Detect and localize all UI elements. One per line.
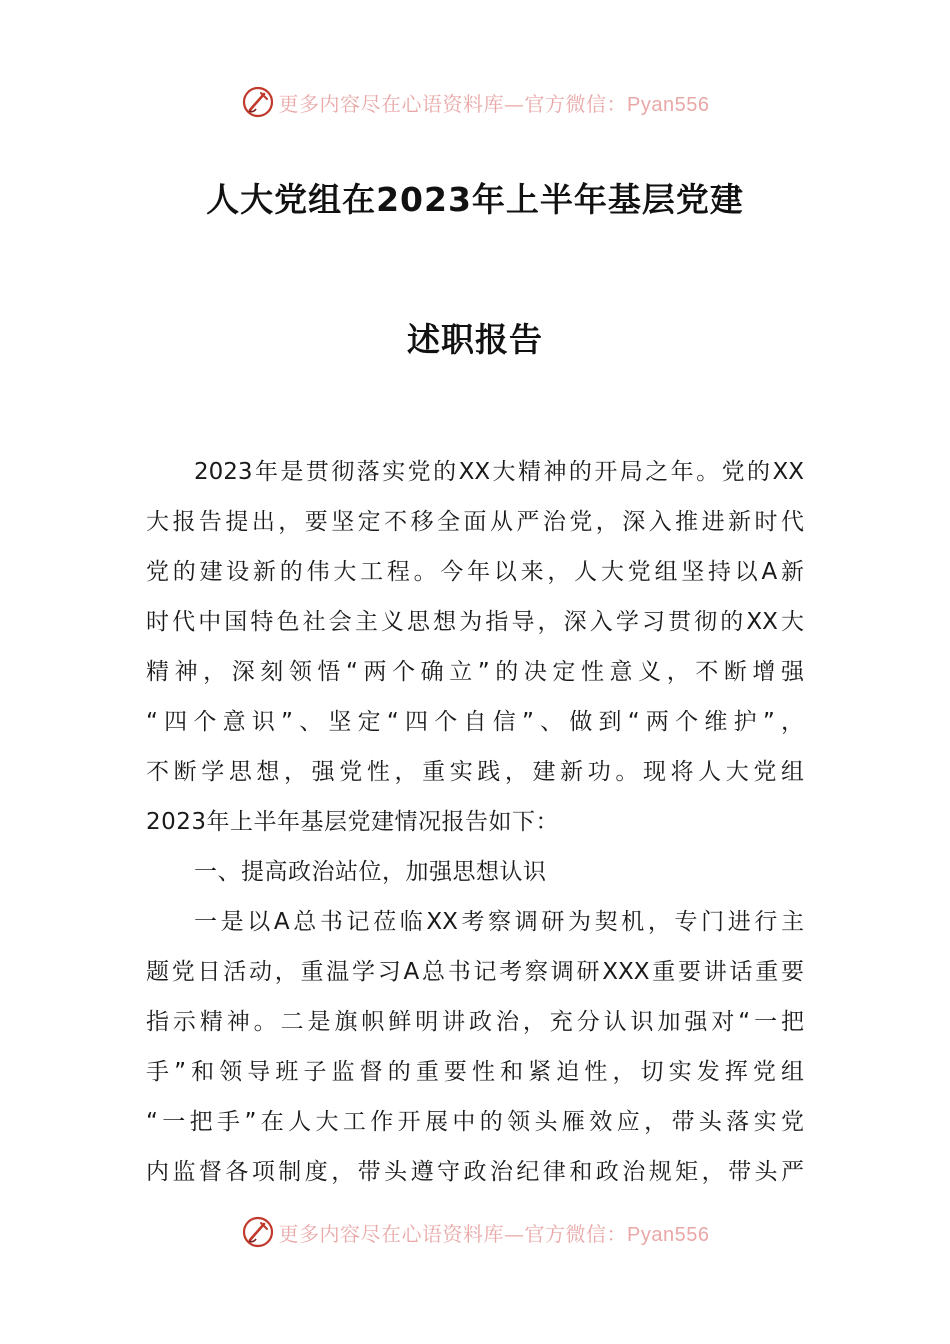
banner-official-label: 官方微信：	[524, 91, 628, 116]
body-line: 不断学思想，强党性，重实践，建新功。现将人大党组	[146, 759, 804, 785]
body-line: 时代中国特色社会主义思想为指导，深入学习贯彻的XX大	[146, 609, 804, 635]
body-line: 指示精神。二是旗帜鲜明讲政治，充分认识加强对“一把	[146, 1009, 804, 1035]
body-line: “一把手”在人大工作开展中的领头雁效应，带头落实党	[146, 1109, 804, 1135]
pen-logo-icon	[241, 85, 275, 119]
banner-library-text: 更多内容尽在心语资料库	[278, 1221, 505, 1246]
banner-official-label: 官方微信：	[524, 1221, 628, 1246]
banner-text	[279, 1218, 710, 1247]
body-line: 手”和领导班子监督的重要性和紧迫性，切实发挥党组	[146, 1059, 804, 1085]
banner-separator: —	[504, 1221, 525, 1246]
document-title-line-2: 述职报告	[407, 320, 543, 359]
banner-wechat-id: Pyan556	[627, 1223, 710, 1246]
document-body	[146, 447, 804, 1197]
body-line: 党的建设新的伟大工程。今年以来，人大党组坚持以A新	[146, 559, 804, 585]
banner-library-text: 更多内容尽在心语资料库	[278, 91, 505, 116]
body-line: 一是以A总书记莅临XX考察调研为契机，专门进行主	[194, 909, 804, 935]
body-line: 2023年是贯彻落实党的XX大精神的开局之年。党的XX	[194, 459, 804, 485]
banner-wechat-id: Pyan556	[627, 93, 710, 116]
banner-separator: —	[504, 91, 525, 116]
footer-watermark-banner	[0, 1212, 950, 1252]
body-line: 精神，深刻领悟“两个确立”的决定性意义，不断增强	[146, 659, 804, 685]
header-watermark-banner	[0, 82, 950, 122]
body-line: 内监督各项制度，带头遵守政治纪律和政治规矩，带头严	[146, 1159, 804, 1185]
body-line: “四个意识”、坚定“四个自信”、做到“两个维护”，	[146, 709, 804, 735]
section-heading: 一、提高政治站位，加强思想认识	[194, 859, 547, 885]
pen-logo-icon	[241, 1215, 275, 1249]
body-line: 2023年上半年基层党建情况报告如下：	[146, 809, 560, 835]
banner-text	[279, 88, 710, 117]
document-title-line-1: 人大党组在2023年上半年基层党建	[206, 180, 744, 219]
body-line: 题党日活动，重温学习A总书记考察调研XXX重要讲话重要	[146, 959, 804, 985]
body-line: 大报告提出，要坚定不移全面从严治党，深入推进新时代	[146, 509, 804, 535]
